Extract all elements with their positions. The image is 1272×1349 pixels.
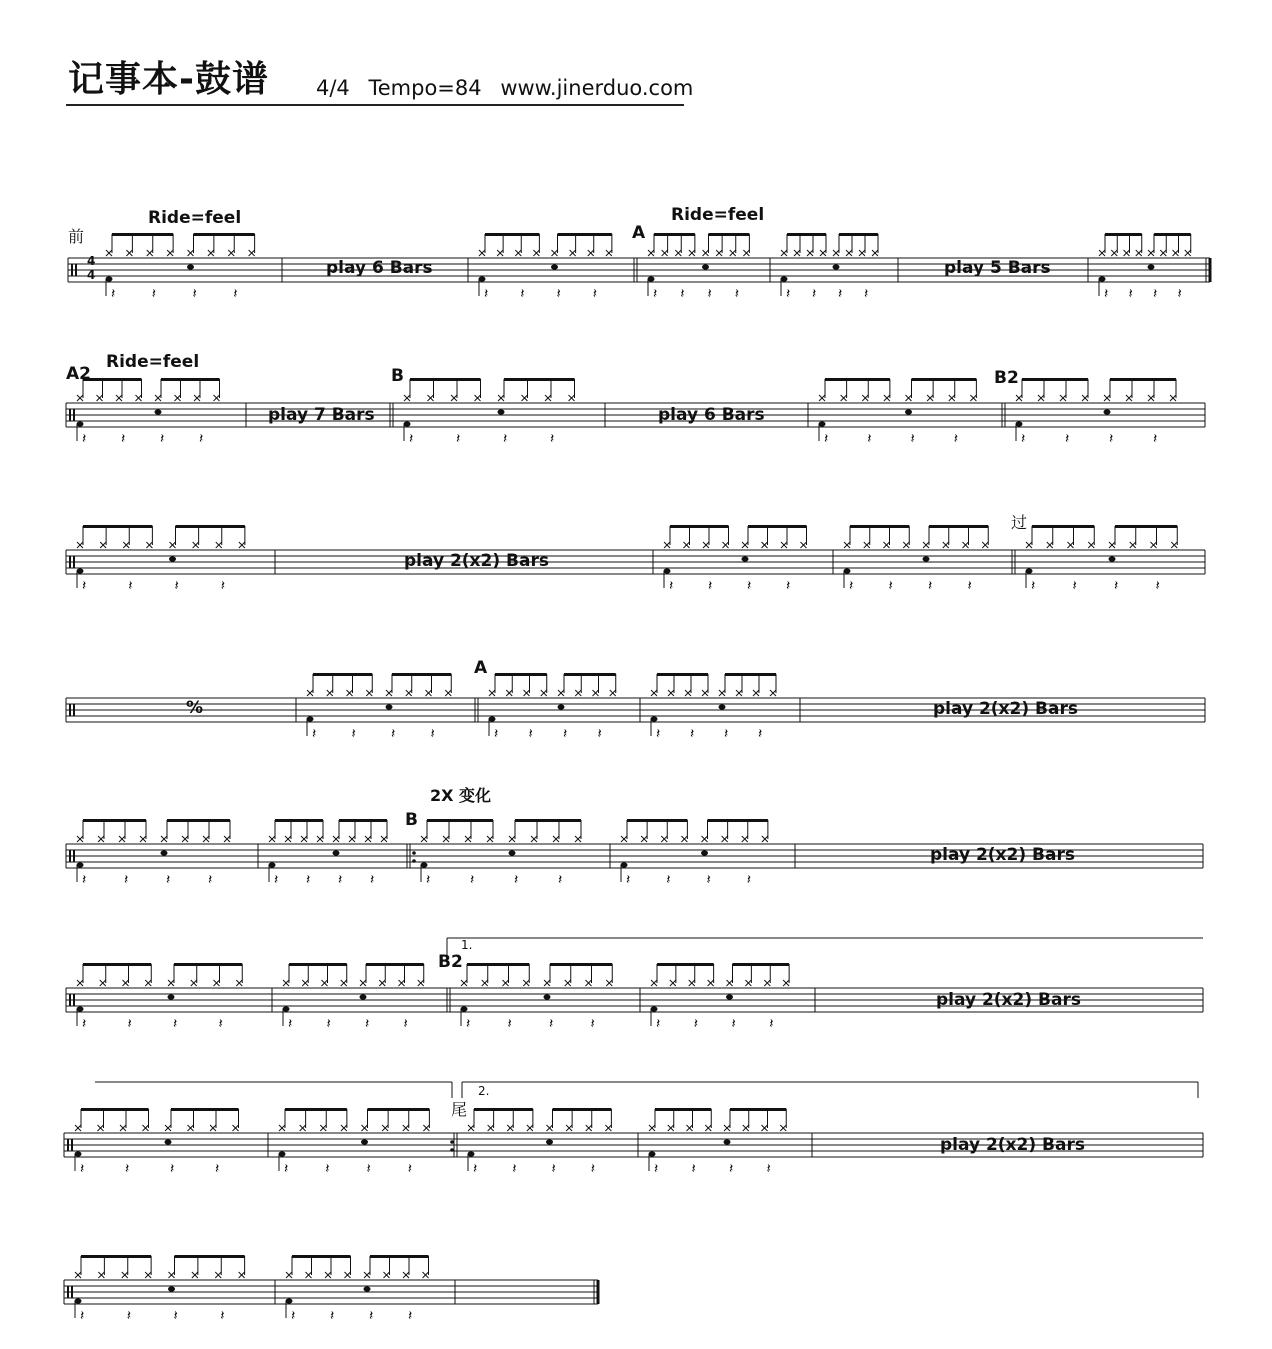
quarter-rest: 𝄽 <box>80 1161 85 1177</box>
quarter-rest: 𝄽 <box>173 1308 178 1324</box>
bass-drum-note <box>621 862 628 867</box>
beam <box>850 525 909 528</box>
tempo-text: Tempo=84 <box>368 76 482 100</box>
play-bars-label: play 2(x2) Bars <box>404 551 549 571</box>
snare-note <box>360 994 367 999</box>
beam <box>474 1108 533 1111</box>
play-bars-label: play 2(x2) Bars <box>930 845 1075 865</box>
quarter-rest: 𝄽 <box>330 1308 335 1324</box>
bass-drum-note <box>651 1006 658 1011</box>
play-bars-label: play 5 Bars <box>944 258 1051 278</box>
quarter-rest: 𝄽 <box>693 1016 699 1032</box>
bass-drum-note <box>404 421 411 426</box>
beam <box>725 673 776 676</box>
quarter-rest: 𝄽 <box>706 872 711 888</box>
repeat-dot <box>412 851 416 855</box>
volta-1-label: 1. <box>461 938 473 952</box>
bass-drum-note <box>461 1006 468 1011</box>
beam <box>553 1108 612 1111</box>
bass-drum-note <box>283 1006 290 1011</box>
repeat-dot <box>412 859 416 863</box>
beam <box>467 963 529 966</box>
quarter-rest: 𝄽 <box>626 872 631 888</box>
play-bars-label: play 6 Bars <box>658 405 765 425</box>
quarter-rest: 𝄽 <box>680 286 685 302</box>
beam <box>1022 378 1088 381</box>
snare-note <box>701 850 708 855</box>
quarter-rest: 𝄽 <box>126 1308 132 1324</box>
quarter-rest: 𝄽 <box>1031 578 1036 594</box>
beam <box>339 819 387 822</box>
bass-drum-note <box>106 276 113 281</box>
quarter-rest: 𝄽 <box>551 1161 556 1177</box>
quarter-rest: 𝄽 <box>734 286 740 302</box>
quarter-rest: 𝄽 <box>654 1161 659 1177</box>
beam <box>368 1108 430 1111</box>
quarter-rest: 𝄽 <box>151 286 157 302</box>
quarter-rest: 𝄽 <box>666 872 671 888</box>
snare-note <box>1109 556 1116 561</box>
beam <box>825 378 890 381</box>
snare-note <box>1104 409 1111 414</box>
quarter-rest: 𝄽 <box>928 578 933 594</box>
quarter-rest: 𝄽 <box>1155 578 1160 594</box>
ride-feel-label: Ride=feel <box>148 208 242 228</box>
beam <box>495 673 547 676</box>
quarter-rest: 𝄽 <box>494 726 499 742</box>
beam <box>1115 525 1177 528</box>
beam <box>161 378 220 381</box>
quarter-rest: 𝄽 <box>466 1016 471 1032</box>
snare-note <box>187 264 194 269</box>
quarter-rest: 𝄽 <box>125 1161 130 1177</box>
beam <box>285 1108 347 1111</box>
quarter-rest: 𝄽 <box>369 1308 374 1324</box>
snare-note <box>726 994 733 999</box>
beam <box>504 378 575 381</box>
snare-note <box>386 704 393 709</box>
section-a2: A2 <box>66 364 91 384</box>
time-sig-bottom: 4 <box>87 268 96 282</box>
quarter-rest: 𝄽 <box>690 726 695 742</box>
quarter-rest: 𝄽 <box>128 578 133 594</box>
quarter-rest: 𝄽 <box>1021 431 1026 447</box>
beam <box>912 378 977 381</box>
beam <box>370 1255 429 1258</box>
bass-drum-note <box>307 716 314 721</box>
quarter-rest: 𝄽 <box>220 578 226 594</box>
snare-note <box>544 994 551 999</box>
quarter-rest: 𝄽 <box>391 726 396 742</box>
beam <box>670 525 729 528</box>
variation-2x-label: 2X 变化 <box>430 786 492 805</box>
snare-note <box>905 409 912 414</box>
beam <box>366 963 424 966</box>
beam <box>564 673 616 676</box>
quarter-rest: 𝄽 <box>430 726 435 742</box>
beam <box>81 1108 149 1111</box>
snare-note <box>833 264 840 269</box>
quarter-rest: 𝄽 <box>1177 286 1182 302</box>
section-b: B <box>391 366 404 386</box>
snare-note <box>719 704 726 709</box>
quarter-rest: 𝄽 <box>953 431 959 447</box>
quarter-rest: 𝄽 <box>173 1016 178 1032</box>
bass-drum-note <box>75 1298 82 1303</box>
time-signature-text: 4/4 <box>316 76 350 100</box>
beam <box>1105 233 1142 236</box>
quarter-rest: 𝄽 <box>82 1016 87 1032</box>
quarter-rest: 𝄽 <box>284 1161 289 1177</box>
quarter-rest: 𝄽 <box>218 1016 223 1032</box>
snare-note <box>155 409 162 414</box>
quarter-rest: 𝄽 <box>503 431 508 447</box>
repeat-dot <box>450 1148 454 1152</box>
bass-drum-note <box>479 276 486 281</box>
bass-drum-note <box>77 421 84 426</box>
quarter-rest: 𝄽 <box>473 1161 478 1177</box>
beam <box>1110 378 1176 381</box>
bass-drum-note <box>651 716 658 721</box>
quarter-rest: 𝄽 <box>514 872 519 888</box>
quarter-rest: 𝄽 <box>124 872 129 888</box>
beam <box>550 963 612 966</box>
ride-feel-label: Ride=feel <box>106 352 200 372</box>
beam <box>787 233 826 236</box>
beam <box>83 378 142 381</box>
quarter-rest: 𝄽 <box>592 286 598 302</box>
beam <box>81 1255 151 1258</box>
snare-note <box>509 850 516 855</box>
quarter-rest: 𝄽 <box>812 286 817 302</box>
time-sig-top: 4 <box>87 254 96 268</box>
quarter-rest: 𝄽 <box>838 286 843 302</box>
quarter-rest: 𝄽 <box>1153 286 1158 302</box>
quarter-rest: 𝄽 <box>170 1161 175 1177</box>
quarter-rest: 𝄽 <box>758 726 763 742</box>
quarter-rest: 𝄽 <box>291 1308 296 1324</box>
quarter-rest: 𝄽 <box>82 431 87 447</box>
snare-note <box>558 704 565 709</box>
quarter-rest: 𝄽 <box>867 431 872 447</box>
quarter-rest: 𝄽 <box>888 578 893 594</box>
beam <box>730 1108 786 1111</box>
play-bars-label: play 2(x2) Bars <box>936 990 1081 1010</box>
quarter-rest: 𝄽 <box>233 286 238 302</box>
bass-drum-note <box>649 1151 656 1156</box>
quarter-rest: 𝄽 <box>174 578 179 594</box>
beam <box>171 1108 239 1111</box>
quarter-rest: 𝄽 <box>910 431 915 447</box>
quarter-rest: 𝄽 <box>656 726 661 742</box>
beam <box>839 233 878 236</box>
snare-note <box>923 556 930 561</box>
quarter-rest: 𝄽 <box>786 578 791 594</box>
play-bars-label: play 6 Bars <box>326 258 433 278</box>
bass-drum-note <box>1026 568 1033 573</box>
quarter-rest: 𝄽 <box>512 1161 517 1177</box>
quarter-rest: 𝄽 <box>786 286 791 302</box>
quarter-rest: 𝄽 <box>549 1016 554 1032</box>
quarter-rest: 𝄽 <box>746 872 752 888</box>
quarter-rest: 𝄽 <box>707 286 712 302</box>
snare-note <box>742 556 749 561</box>
bass-drum-note <box>781 276 788 281</box>
quarter-rest: 𝄽 <box>590 1016 595 1032</box>
bass-drum-note <box>648 276 655 281</box>
quarter-rest: 𝄽 <box>849 578 854 594</box>
beam <box>83 525 152 528</box>
section-b: B <box>405 810 418 830</box>
snare-note <box>165 1139 172 1144</box>
section-fill: 过 <box>1011 513 1028 532</box>
snare-note <box>333 850 340 855</box>
snare-note <box>161 850 168 855</box>
quarter-rest: 𝄽 <box>160 431 165 447</box>
quarter-rest: 𝄽 <box>1128 286 1133 302</box>
quarter-rest: 𝄽 <box>669 578 674 594</box>
quarter-rest: 𝄽 <box>563 726 568 742</box>
play-bars-label: play 2(x2) Bars <box>940 1135 1085 1155</box>
quarter-rest: 𝄽 <box>325 1161 330 1177</box>
quarter-rest: 𝄽 <box>274 872 279 888</box>
beam <box>176 525 245 528</box>
beam <box>485 233 539 236</box>
quarter-rest: 𝄽 <box>691 1161 696 1177</box>
bass-drum-note <box>844 568 851 573</box>
quarter-rest: 𝄽 <box>1114 578 1119 594</box>
beam <box>733 963 790 966</box>
beam <box>313 673 372 676</box>
quarter-rest: 𝄽 <box>199 431 204 447</box>
quarter-rest: 𝄽 <box>306 872 311 888</box>
beam <box>708 819 768 822</box>
bass-drum-note <box>279 1151 286 1156</box>
play-bars-label: play 7 Bars <box>268 405 375 425</box>
beam <box>83 963 151 966</box>
beam <box>655 1108 711 1111</box>
snare-note <box>546 1139 553 1144</box>
bass-drum-note <box>269 862 276 867</box>
quarter-rest: 𝄽 <box>590 1161 596 1177</box>
quarter-rest: 𝄽 <box>312 726 317 742</box>
quarter-rest: 𝄽 <box>288 1016 293 1032</box>
quarter-rest: 𝄽 <box>558 872 563 888</box>
quarter-rest: 𝄽 <box>426 872 431 888</box>
bass-drum-note <box>819 421 826 426</box>
snare-note <box>168 1286 175 1291</box>
quarter-rest: 𝄽 <box>1109 431 1114 447</box>
section-ending: 尾 <box>451 1100 468 1119</box>
quarter-rest: 𝄽 <box>82 872 87 888</box>
section-b2: B2 <box>994 368 1019 388</box>
quarter-rest: 𝄽 <box>215 1161 220 1177</box>
beam <box>1032 525 1094 528</box>
beam <box>392 673 451 676</box>
snare-note <box>364 1286 371 1291</box>
snare-note <box>1148 264 1155 269</box>
bass-drum-note <box>1099 276 1106 281</box>
beam <box>558 233 612 236</box>
quarter-rest: 𝄽 <box>507 1016 512 1032</box>
section-a: A <box>632 223 646 243</box>
quarter-rest: 𝄽 <box>824 431 829 447</box>
quarter-rest: 𝄽 <box>338 872 343 888</box>
quarter-rest: 𝄽 <box>192 286 197 302</box>
quarter-rest: 𝄽 <box>1104 286 1109 302</box>
beam <box>709 233 750 236</box>
quarter-rest: 𝄽 <box>550 431 555 447</box>
snare-note <box>702 264 709 269</box>
quarter-rest: 𝄽 <box>121 431 126 447</box>
snare-note <box>498 409 505 414</box>
beam <box>427 819 493 822</box>
quarter-rest: 𝄽 <box>729 1161 734 1177</box>
beam <box>410 378 481 381</box>
quarter-rest: 𝄽 <box>520 286 525 302</box>
quarter-rest: 𝄽 <box>111 286 116 302</box>
section-b2: B2 <box>438 952 463 972</box>
section-intro: 前 <box>68 227 85 246</box>
beam <box>292 1255 351 1258</box>
quarter-rest: 𝄽 <box>456 431 461 447</box>
beam <box>748 525 807 528</box>
quarter-rest: 𝄽 <box>166 872 171 888</box>
bass-drum-note <box>1016 421 1023 426</box>
quarter-rest: 𝄽 <box>1153 431 1158 447</box>
quarter-rest: 𝄽 <box>409 431 414 447</box>
bass-drum-note <box>421 862 428 867</box>
beam <box>657 963 714 966</box>
beam <box>167 819 230 822</box>
bass-drum-note <box>77 568 84 573</box>
beam <box>929 525 988 528</box>
quarter-rest: 𝄽 <box>326 1016 331 1032</box>
quarter-rest: 𝄽 <box>407 1161 413 1177</box>
bass-drum-note <box>468 1151 475 1156</box>
beam <box>112 233 173 236</box>
snare-note <box>724 1139 731 1144</box>
snare-note <box>361 1139 368 1144</box>
beam <box>627 819 687 822</box>
snare-note <box>169 556 176 561</box>
bass-drum-note <box>286 1298 293 1303</box>
quarter-rest: 𝄽 <box>408 1308 413 1324</box>
beam <box>175 1255 245 1258</box>
play-bars-label: play 2(x2) Bars <box>933 699 1078 719</box>
quarter-rest: 𝄽 <box>766 1161 771 1177</box>
snare-note <box>168 994 175 999</box>
quarter-rest: 𝄽 <box>708 578 713 594</box>
repeat-dot <box>450 1140 454 1144</box>
beam <box>1154 233 1191 236</box>
quarter-rest: 𝄽 <box>470 872 475 888</box>
quarter-rest: 𝄽 <box>724 726 729 742</box>
quarter-rest: 𝄽 <box>351 726 356 742</box>
quarter-rest: 𝄽 <box>656 1016 661 1032</box>
beam <box>83 819 146 822</box>
ride-feel-label: Ride=feel <box>671 205 765 225</box>
beam <box>174 963 242 966</box>
snare-note <box>551 264 558 269</box>
quarter-rest: 𝄽 <box>220 1308 225 1324</box>
quarter-rest: 𝄽 <box>747 578 752 594</box>
bass-drum-note <box>489 716 496 721</box>
quarter-rest: 𝄽 <box>1072 578 1077 594</box>
simile-mark: % <box>186 698 204 718</box>
quarter-rest: 𝄽 <box>1065 431 1070 447</box>
beam <box>515 819 581 822</box>
quarter-rest: 𝄽 <box>82 578 87 594</box>
quarter-rest: 𝄽 <box>366 1161 371 1177</box>
quarter-rest: 𝄽 <box>769 1016 774 1032</box>
bass-drum-note <box>77 1006 84 1011</box>
beam <box>194 233 255 236</box>
quarter-rest: 𝄽 <box>403 1016 408 1032</box>
song-title: 记事本-鼓谱 <box>68 59 269 100</box>
quarter-rest: 𝄽 <box>597 726 602 742</box>
quarter-rest: 𝄽 <box>365 1016 370 1032</box>
bass-drum-note <box>75 1151 82 1156</box>
bass-drum-note <box>664 568 671 573</box>
beam <box>275 819 323 822</box>
quarter-rest: 𝄽 <box>370 872 375 888</box>
quarter-rest: 𝄽 <box>528 726 533 742</box>
quarter-rest: 𝄽 <box>127 1016 132 1032</box>
volta-2-label: 2. <box>478 1084 490 1098</box>
quarter-rest: 𝄽 <box>967 578 972 594</box>
bass-drum-note <box>77 862 84 867</box>
quarter-rest: 𝄽 <box>653 286 658 302</box>
section-a: A <box>474 658 488 678</box>
beam <box>289 963 347 966</box>
beam <box>654 233 695 236</box>
quarter-rest: 𝄽 <box>731 1016 736 1032</box>
quarter-rest: 𝄽 <box>80 1308 85 1324</box>
beam <box>657 673 708 676</box>
website-text: www.jinerduo.com <box>500 76 694 100</box>
quarter-rest: 𝄽 <box>556 286 561 302</box>
quarter-rest: 𝄽 <box>208 872 213 888</box>
quarter-rest: 𝄽 <box>864 286 869 302</box>
quarter-rest: 𝄽 <box>484 286 489 302</box>
